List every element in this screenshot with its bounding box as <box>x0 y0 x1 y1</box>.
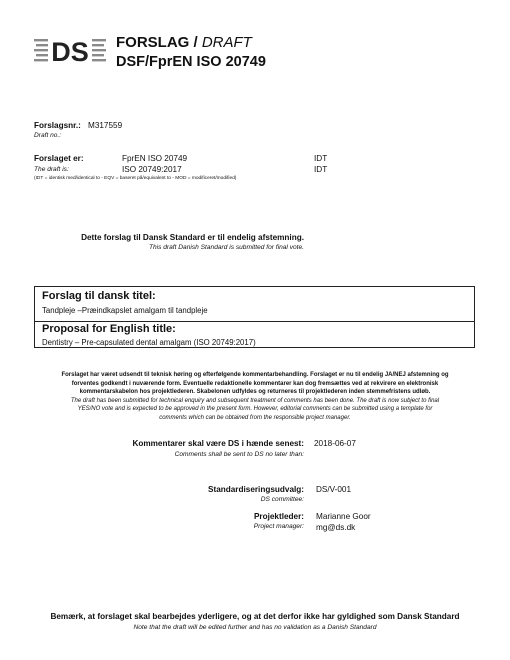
deadline-value: 2018-06-07 <box>314 439 356 448</box>
title-box-divider <box>35 321 474 322</box>
proposal-is-label-en: The draft is: <box>34 166 69 173</box>
manager-label-en: Project manager: <box>253 523 304 530</box>
submission-text-en: This draft Danish Standard is submitted for final vote. <box>148 244 304 251</box>
info-da-line-1: Forslaget har været udsendt til teknisk høring og efterfølgende kommentarbehandling. Forslaget er nu til endelig JA/NEJ afstemning og <box>61 372 449 378</box>
committee-label: Standardiseringsudvalg: <box>208 485 304 494</box>
info-da-line-2: forventes godkendt i nuværende form. Eventuelle redaktionelle kommentarer kan dog fremsættes ved at rekvirere en elektronisk <box>71 380 439 387</box>
info-da-line-3: kommentarskabelon hos projektlederen. Skabelonen udfyldes og returneres til projektlederen inden stemmefristens udløb. <box>79 389 431 396</box>
title-box <box>34 286 475 348</box>
title-bold: FORSLAG / <box>116 34 198 51</box>
manager-label: Projektleder: <box>253 512 304 521</box>
proposal-number-label-en: Draft no.: <box>34 132 62 139</box>
committee-label-en: DS committee: <box>260 496 304 503</box>
proposal-is-label: Forslaget er: <box>34 154 84 163</box>
proposal-is-value-2: ISO 20749:2017 <box>122 165 182 174</box>
danish-title-value: Tandpleje –Præindkapslet amalgam til tandpleje <box>42 306 208 315</box>
english-title-value: Dentistry – Pre-capsulated dental amalgam (ISO 20749:2017) <box>42 338 256 347</box>
proposal-number-value: M317559 <box>88 121 123 130</box>
manager-email[interactable]: mg@ds.dk <box>316 523 356 532</box>
submission-text: Dette forslag til Dansk Standard er til endelig afstemning. <box>81 233 304 242</box>
title-italic: DRAFT <box>201 34 252 51</box>
info-en-line-3: comments which can be obtained from the responsible project manager. <box>159 414 351 421</box>
proposal-number-label: Forslagsnr.: <box>34 121 81 130</box>
info-en-line-2: YES/NO vote and is expected to be approved in the present form. However, editorial comments can be submitted using a template for <box>77 406 433 413</box>
info-paragraph <box>35 371 475 423</box>
committee-value: DS/V-001 <box>316 485 352 494</box>
document-title <box>116 34 252 52</box>
document-subtitle: DSF/FprEN ISO 20749 <box>116 54 266 70</box>
ds-logo <box>34 36 108 62</box>
proposal-is-idt-2: IDT <box>314 165 328 174</box>
info-en-line-1: The draft has been submitted for technical enquiry and subsequent treatment of comments has been done. The draft is now subject to final <box>70 397 440 404</box>
manager-name: Marianne Goor <box>316 512 371 521</box>
deadline-label: Kommentarer skal være DS i hænde senest: <box>132 439 304 448</box>
footer-note: Bemærk, at forslaget skal bearbejdes yderligere, og at det derfor ikke har gyldighed som Dansk Standard <box>50 612 460 621</box>
proposal-is-idt-1: IDT <box>314 154 328 163</box>
proposal-is-value: FprEN ISO 20749 <box>122 154 188 163</box>
english-title-heading: Proposal for English title: <box>42 323 176 335</box>
deadline-label-en: Comments shall be sent to DS no later than: <box>174 451 304 458</box>
danish-title-heading: Forslag til dansk titel: <box>42 290 156 302</box>
footer-note-en: Note that the draft will be edited further and has no validation as a Danish Standard <box>133 624 377 631</box>
logo-text: DS <box>51 37 89 62</box>
idt-footnote: (IDT = identisk med/identical to - EQV = baseret på/equivalent to - MOD = modificeret/modified) <box>34 176 237 181</box>
